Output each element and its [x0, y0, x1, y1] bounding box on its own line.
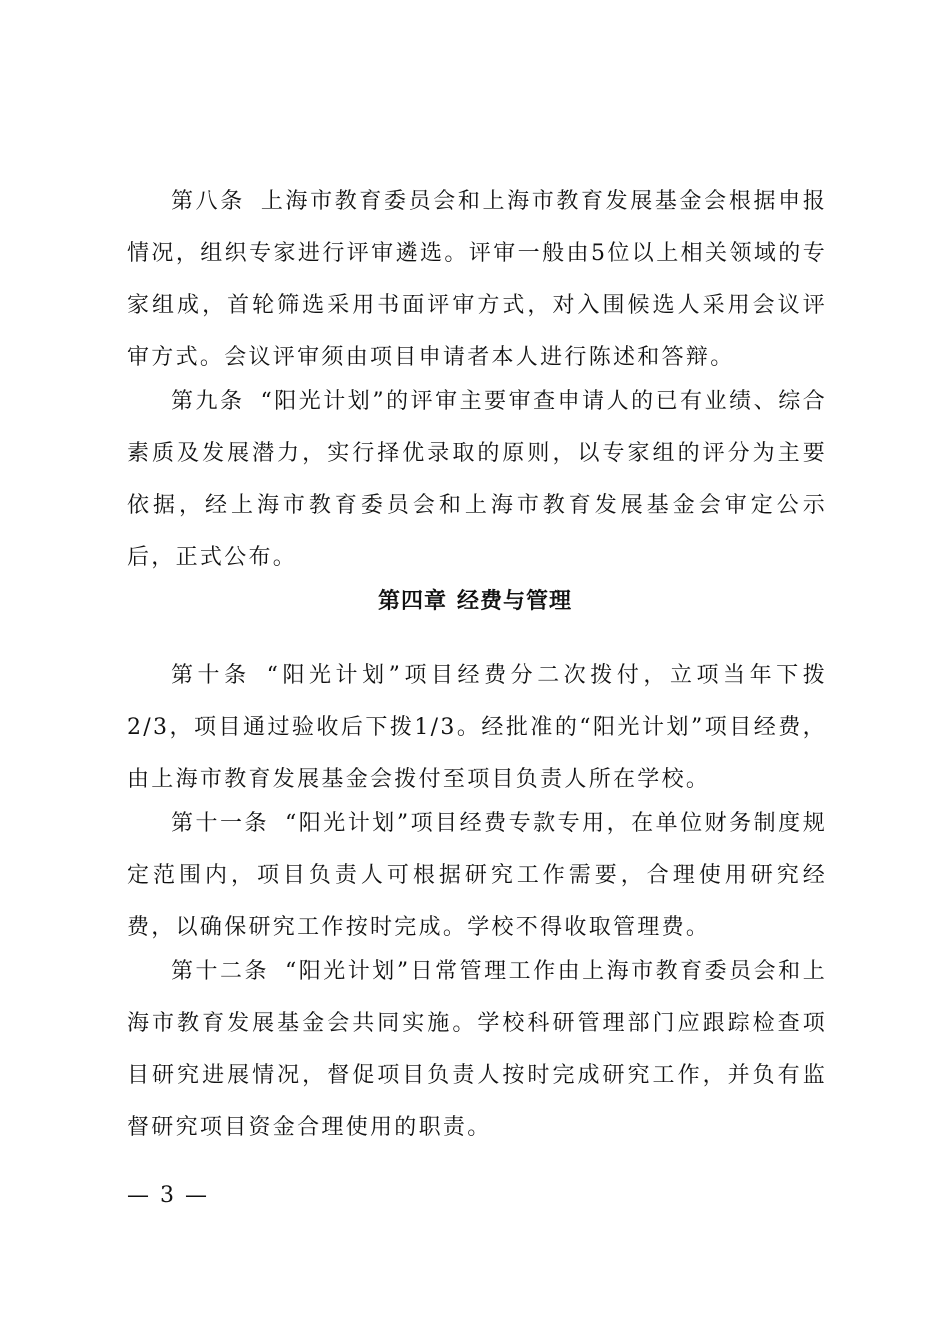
article-text: “阳光计划”的评审主要审查申请人的已有业绩、综合素质及发展潜力，实行择优录取的原则，以专家组的评分为主要依据，经上海市教育委员会和上海市教育发展基金会审定公示后，正式公布。 [127, 389, 827, 570]
chapter-heading [0, 582, 950, 622]
article-text: 上海市教育委员会和上海市教育发展基金会根据申报情况，组织专家进行评审遴选。评审一般由5位以上相关领域的专家组成，首轮筛选采用书面评审方式，对入围候选人采用会议评审方式。会议评审须由项目申请者本人进行陈述和答辩。 [127, 189, 827, 370]
article-label: 第九条 [171, 389, 245, 414]
article-label: 第十条 [171, 663, 251, 688]
article-text: “阳光计划”项目经费专款专用，在单位财务制度规定范围内，项目负责人可根据研究工作需要，合理使用研究经费，以确保研究工作按时完成。学校不得收取管理费。 [127, 811, 827, 940]
article-label: 第十二条 [171, 959, 270, 984]
article-paragraph [127, 376, 827, 584]
article-paragraph [127, 176, 827, 384]
article-paragraph [127, 650, 827, 806]
article-label: 第十一条 [171, 811, 270, 836]
article-text: “阳光计划”日常管理工作由上海市教育委员会和上海市教育发展基金会共同实施。学校科研管理部门应跟踪检查项目研究进展情况，督促项目负责人按时完成研究工作，并负有监督研究项目资金合理使用的职责。 [127, 959, 827, 1140]
chapter-title: 经费与管理 [457, 589, 573, 614]
article-paragraph [127, 798, 827, 954]
article-text: “阳光计划”项目经费分二次拨付，立项当年下拨2/3，项目通过验收后下拨1/3。经批准的“阳光计划”项目经费，由上海市教育发展基金会拨付至项目负责人所在学校。 [127, 663, 827, 792]
page-number: — 3 — [127, 1183, 209, 1208]
article-label: 第八条 [171, 189, 245, 214]
article-paragraph [127, 946, 827, 1154]
chapter-number: 第四章 [377, 589, 447, 614]
